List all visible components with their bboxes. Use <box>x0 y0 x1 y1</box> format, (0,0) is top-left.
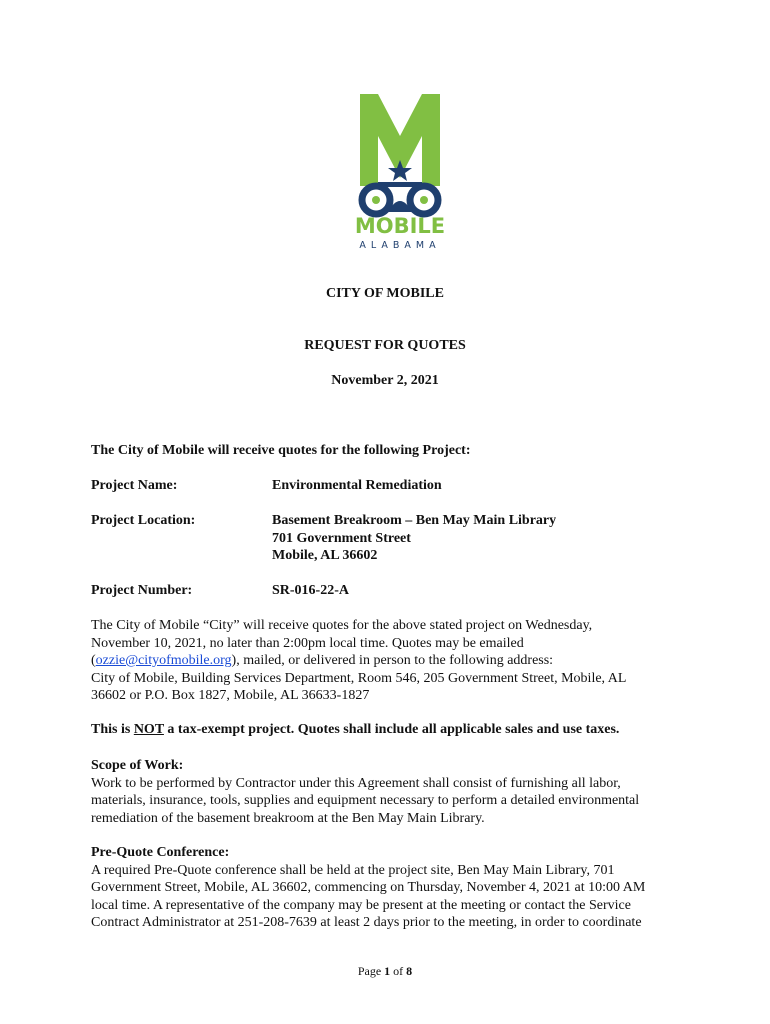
tax-notice: This is NOT a tax-exempt project. Quotes shall include all applicable sales and use taxes. <box>91 722 620 737</box>
paragraph-line: November 10, 2021, no later than 2:00pm local time. Quotes may be emailed <box>91 635 524 651</box>
location-line: Basement Breakroom – Ben May Main Library <box>272 513 557 528</box>
project-name-label: Project Name: <box>91 478 178 493</box>
page-number: Page 1 of 8 <box>357 964 413 978</box>
document-date: November 2, 2021 <box>331 373 439 388</box>
scope-heading: Scope of Work: <box>91 758 184 773</box>
paragraph-line: The City of Mobile “City” will receive quotes for the above stated project on Wednesday, <box>91 618 593 633</box>
paragraph-line: (ozzie@cityofmobile.org), mailed, or delivered in person to the following address: <box>91 653 554 668</box>
org-title: CITY OF MOBILE <box>326 286 444 301</box>
paragraph-line: Government Street, Mobile, AL 36602, commencing on Thursday, November 4, 2021 at 10:00 AM <box>91 880 646 895</box>
location-line: 701 Government Street <box>272 530 411 546</box>
paragraph-line: materials, insurance, tools, supplies and equipment necessary to perform a detailed environmental <box>91 793 640 808</box>
not-emphasis: NOT <box>133 722 164 737</box>
paragraph-line: Contract Administrator at 251-208-7639 at least 2 days prior to the meeting, in order to coordinate <box>91 915 642 930</box>
paragraph-line: remediation of the basement breakroom at the Ben May Main Library. <box>91 810 485 826</box>
project-location-label: Project Location: <box>91 513 196 528</box>
email-link[interactable]: ozzie@cityofmobile.org <box>95 653 232 668</box>
paragraph-line: City of Mobile, Building Services Department, Room 546, 205 Government Street, Mobile, AL <box>91 670 627 686</box>
project-location-value <box>272 512 556 565</box>
quote-receipt-paragraph <box>91 617 691 705</box>
logo-subtitle: ALABAMA <box>359 240 441 251</box>
document-type: REQUEST FOR QUOTES <box>304 338 466 353</box>
logo-wordmark: MOBILE <box>354 214 446 238</box>
scope-of-work-section <box>91 757 691 827</box>
paragraph-line: A required Pre-Quote conference shall be held at the project site, Ben May Main Library, 701 <box>91 862 615 878</box>
project-name-value: Environmental Remediation <box>272 478 442 493</box>
prequote-heading: Pre-Quote Conference: <box>91 845 230 860</box>
paragraph-line: Work to be performed by Contractor under this Agreement shall consist of furnishing all labor, <box>91 775 621 791</box>
pre-quote-conference-section <box>91 844 691 932</box>
paragraph-line: 36602 or P.O. Box 1827, Mobile, AL 36633-1827 <box>91 688 370 703</box>
location-line: Mobile, AL 36602 <box>272 548 378 563</box>
paragraph-line: local time. A representative of the company may be present at the meeting or contact the Service <box>91 897 631 913</box>
project-number-label: Project Number: <box>91 583 193 598</box>
intro-text: The City of Mobile will receive quotes for the following Project: <box>91 443 471 458</box>
project-number-value: SR-016-22-A <box>272 583 349 598</box>
